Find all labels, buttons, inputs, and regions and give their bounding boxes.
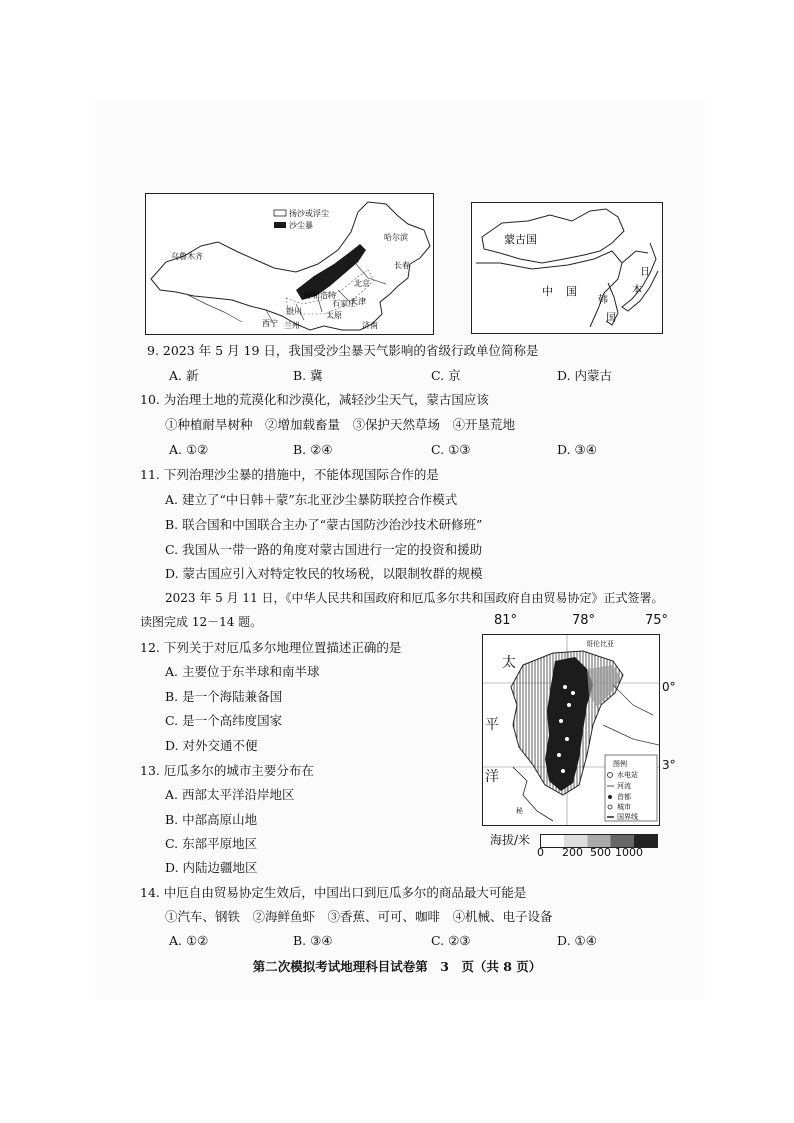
elev-tick-0: 0 [537, 846, 544, 859]
ocean-char-ping: 平 [485, 717, 499, 733]
q11-option-d: D. 蒙古国应引入对特定牧民的牧场税，以限制牧群的规模 [165, 566, 483, 581]
lon-78: 78° [572, 613, 596, 628]
label-china-guo: 国 [566, 285, 577, 298]
q9-option-d: D. 内蒙古 [557, 368, 613, 383]
label-korea-guo: 国 [606, 313, 616, 324]
city-harbin: 哈尔滨 [384, 233, 408, 242]
q9-option-c: C. 京 [431, 368, 461, 383]
q14-option-b: B. ③④ [293, 933, 333, 948]
page-footer: 第二次模拟考试地理科目试卷第 3 页（共 8 页） [252, 959, 542, 974]
lat-3: 3° [662, 758, 676, 772]
legend-border: 国界线 [617, 813, 638, 821]
city-jinan: 济南 [362, 321, 378, 330]
intro-line2: 读图完成 12－14 题。 [140, 615, 263, 629]
label-peru: 秘 [516, 807, 523, 815]
legend-dust-storm-label: 沙尘暴 [289, 221, 313, 230]
china-dust-map [145, 193, 434, 335]
q10-option-d: D. ③④ [557, 442, 597, 457]
q10-option-a: A. ①② [169, 442, 209, 457]
legend-river: 河流 [617, 782, 631, 790]
east-asia-map-svg [472, 203, 662, 333]
china-dust-map-svg [146, 194, 433, 334]
city-changchun: 长春 [394, 261, 410, 270]
label-japan-ri: 日 [640, 267, 650, 278]
q12-option-a: A. 主要位于东半球和南半球 [165, 664, 320, 679]
lon-75: 75° [645, 613, 669, 628]
q11-option-b: B. 联合国和中国联合主办了“蒙古国防沙治沙技术研修班” [165, 517, 483, 532]
label-colombia: 哥伦比亚 [586, 640, 614, 648]
q14-option-d: D. ①④ [557, 933, 597, 948]
label-china-zhong: 中 [542, 285, 553, 298]
q14-stem: 14. 中厄自由贸易协定生效后，中国出口到厄瓜多尔的商品最大可能是 [140, 885, 527, 900]
city-urumqi: 乌鲁木齐 [171, 252, 203, 261]
ocean-char-yang: 洋 [485, 769, 499, 785]
q10-option-c: C. ①③ [431, 442, 471, 457]
legend-city: 城市 [617, 803, 631, 811]
q12-stem: 12. 下列关于对厄瓜多尔地理位置描述正确的是 [140, 640, 402, 655]
elevation-label: 海拔/米 [490, 833, 531, 847]
city-yinchuan: 银川 [286, 307, 302, 316]
q13-option-a: A. 西部太平洋沿岸地区 [165, 787, 295, 802]
q13-option-b: B. 中部高原山地 [165, 812, 258, 827]
elev-tick-200: 200 [562, 846, 583, 859]
q10-items: ①种植耐旱树种 ②增加载畜量 ③保护天然草场 ④开垦荒地 [165, 417, 516, 432]
q10-option-b: B. ②④ [293, 442, 333, 457]
q13-option-d: D. 内陆边疆地区 [165, 860, 258, 875]
q12-option-b: B. 是一个海陆兼备国 [165, 689, 283, 704]
label-japan-ben: 本 [632, 285, 642, 296]
q9-stem: 9. 2023 年 5 月 19 日，我国受沙尘暴天气影响的省级行政单位简称是 [147, 343, 539, 358]
lat-0: 0° [662, 680, 676, 694]
city-lanzhou: 兰州 [284, 321, 300, 330]
city-beijing: 北京 [354, 279, 370, 288]
city-taiyuan: 太原 [326, 311, 342, 320]
q11-stem: 11. 下列治理沙尘暴的措施中，不能体现国际合作的是 [140, 467, 439, 482]
legend-title: 图例 [613, 760, 627, 768]
city-shijiazhuang: 石家庄 [332, 299, 356, 308]
elev-tick-500: 500 [590, 846, 611, 859]
q11-option-a: A. 建立了“中日韩＋蒙”东北亚沙尘暴防联控合作模式 [165, 492, 458, 507]
ocean-char-tai: 太 [502, 655, 516, 671]
q13-option-c: C. 东部平原地区 [165, 836, 258, 851]
q9-option-b: B. 冀 [293, 368, 323, 383]
legend-capital: 首都 [617, 793, 631, 801]
lon-81: 81° [494, 613, 518, 628]
q11-option-c: C. 我国从一带一路的角度对蒙古国进行一定的投资和援助 [165, 542, 483, 557]
q9-option-a: A. 新 [169, 368, 199, 383]
elev-tick-1000: 1000 [615, 846, 643, 859]
q13-stem: 13. 厄瓜多尔的城市主要分布在 [140, 763, 314, 778]
q10-stem: 10. 为治理土地的荒漠化和沙漠化，减轻沙尘天气，蒙古国应该 [140, 392, 489, 407]
label-mongolia: 蒙古国 [504, 233, 537, 246]
q14-option-c: C. ②③ [431, 933, 471, 948]
q12-option-c: C. 是一个高纬度国家 [165, 713, 283, 728]
intro-line1: 2023 年 5 月 11 日，《中华人民共和国政府和厄瓜多尔共和国政府自由贸易协定》正式签署。 [165, 591, 664, 605]
q14-option-a: A. ①② [169, 933, 209, 948]
city-xining: 西宁 [262, 319, 278, 328]
q12-option-d: D. 对外交通不便 [165, 738, 258, 753]
legend-floating-dust-label: 扬沙或浮尘 [289, 209, 329, 218]
east-asia-map [471, 202, 663, 334]
q14-items: ①汽车、钢铁 ②海鲜鱼虾 ③香蕉、可可、咖啡 ④机械、电子设备 [165, 909, 553, 924]
label-korea-han: 韩 [598, 295, 608, 306]
city-hohhot: 呼和浩特 [304, 291, 336, 300]
legend-hydro: 水电站 [617, 771, 638, 779]
city-tianjin: 天津 [350, 297, 366, 306]
